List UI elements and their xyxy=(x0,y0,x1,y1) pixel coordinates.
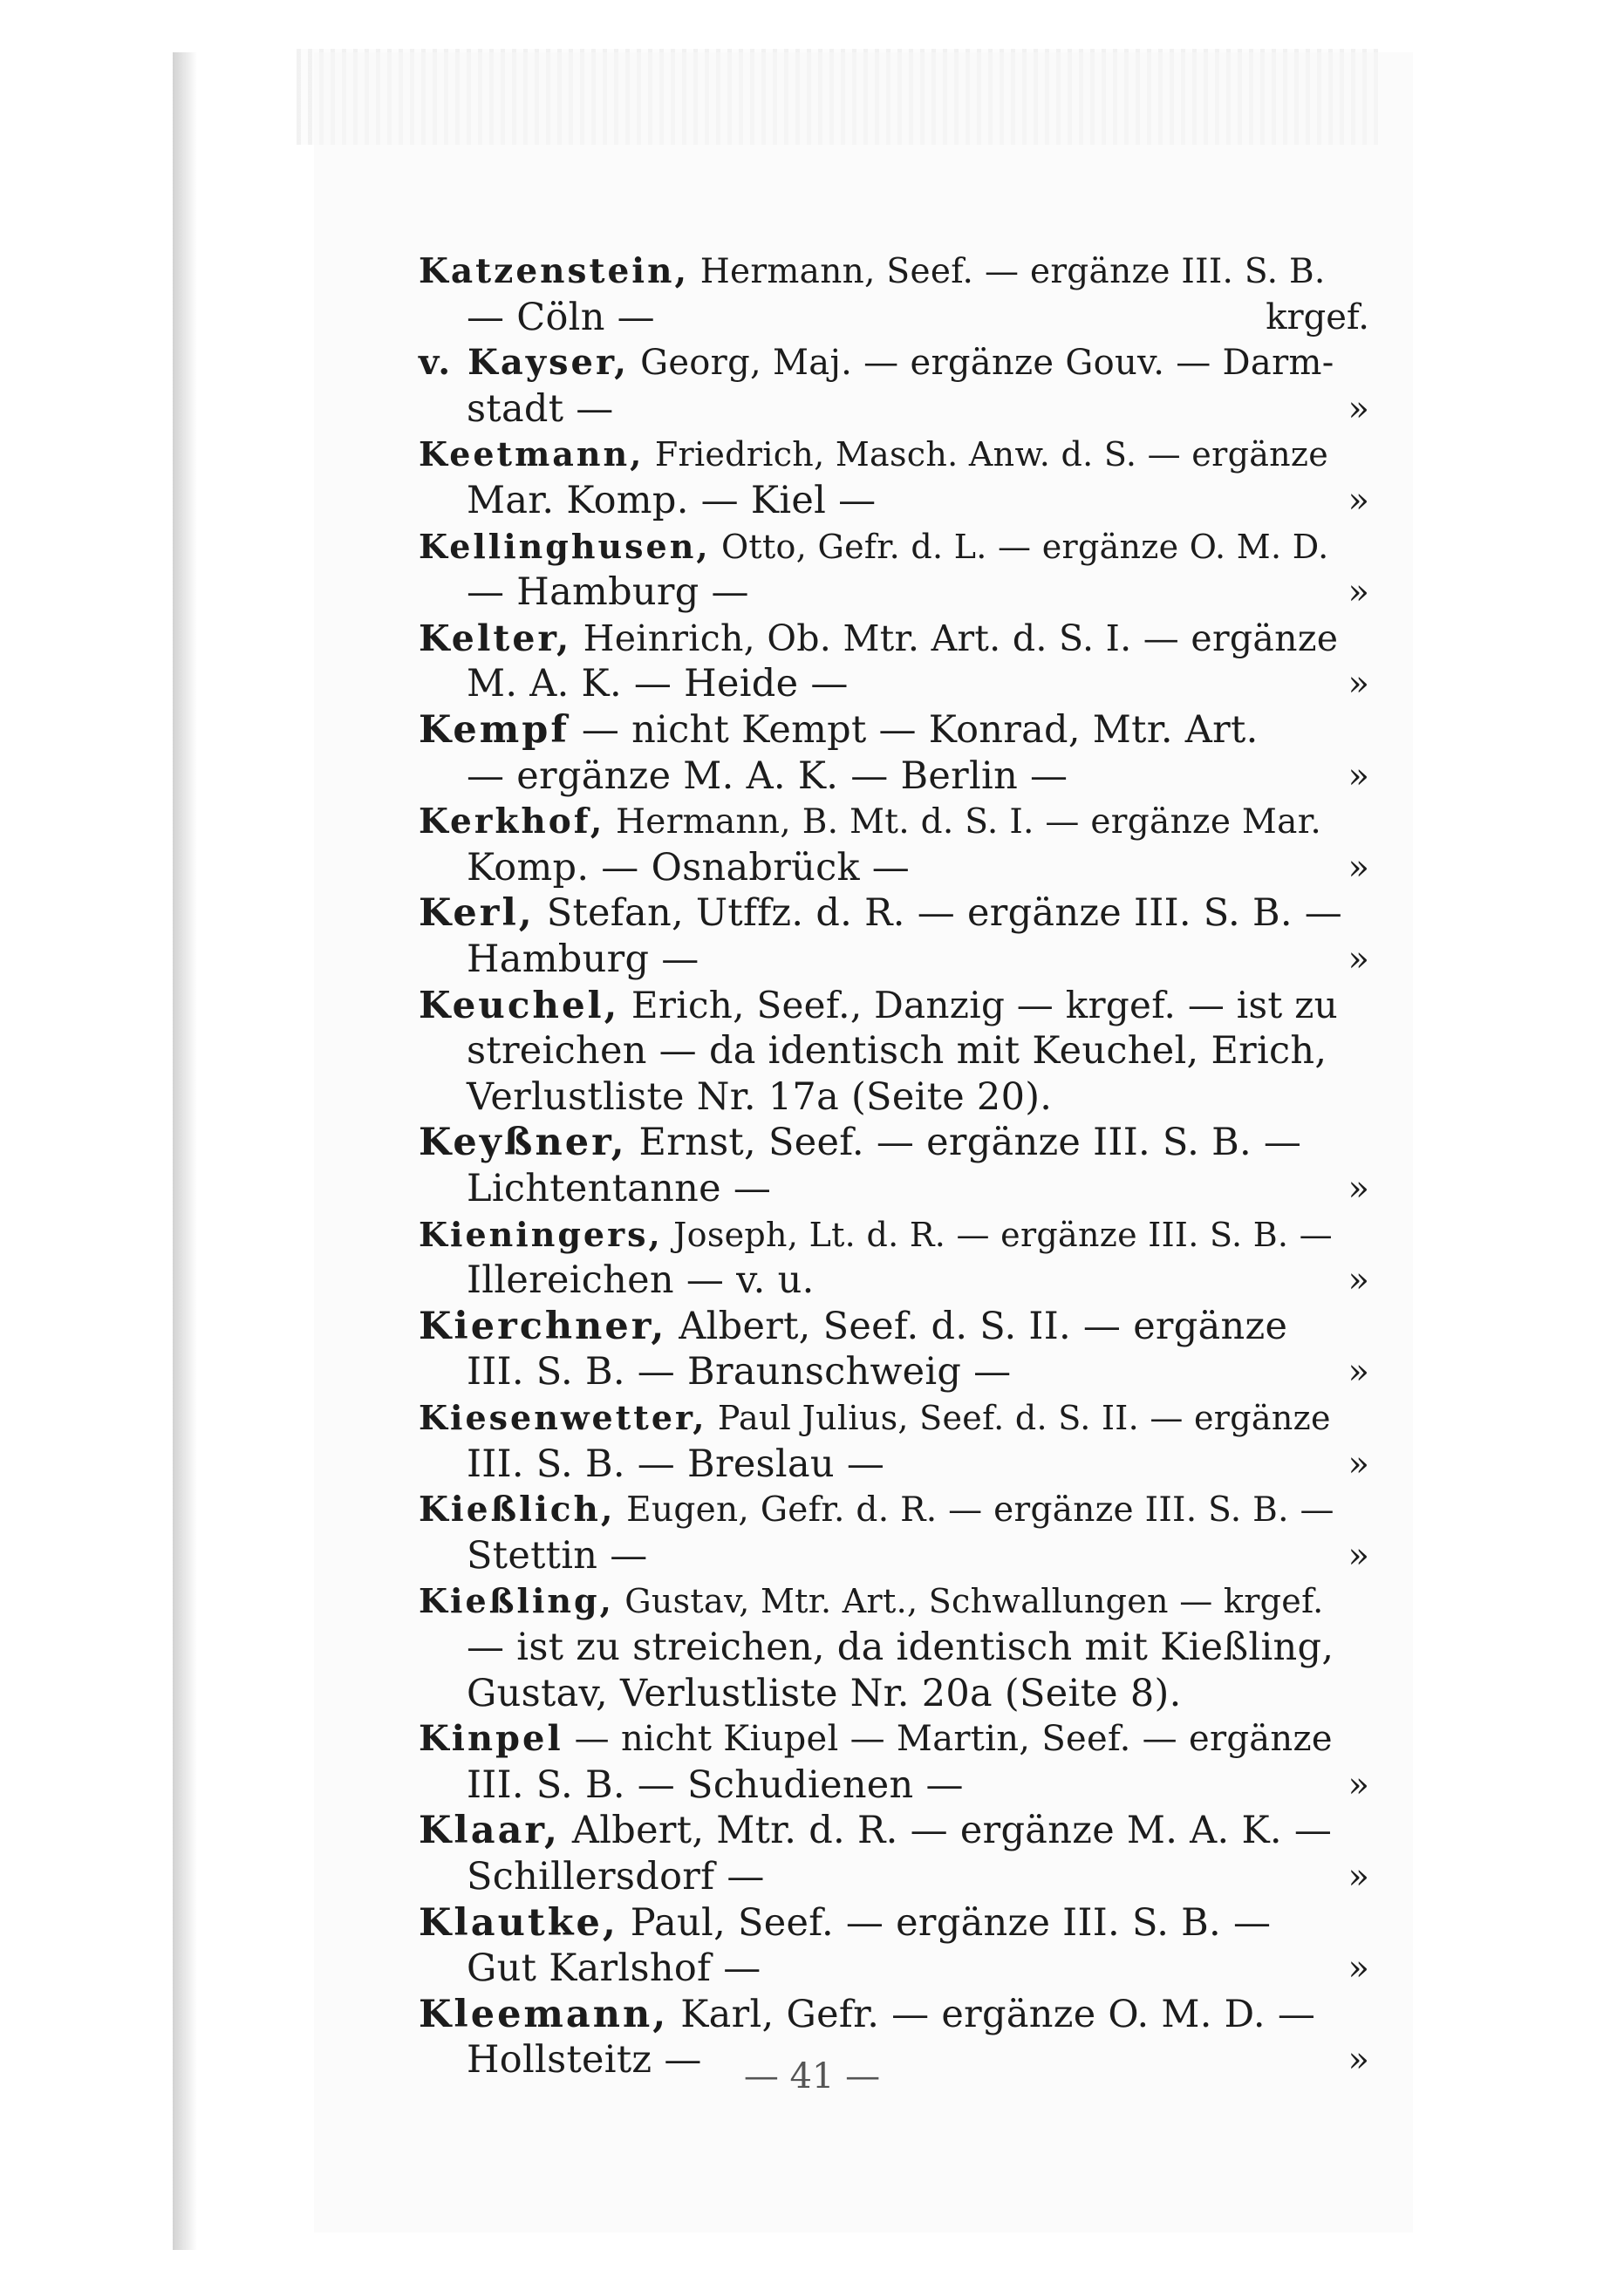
entry-first-line xyxy=(419,1716,1333,1762)
entry-status-mark: » xyxy=(1348,1765,1369,1805)
entry-text: — nicht Kiupel — Martin, Seef. — ergänze xyxy=(574,1719,1333,1759)
entry-status-mark: » xyxy=(1348,1948,1369,1988)
entry-text: Hollsteitz — xyxy=(467,2038,702,2082)
page-number: — 41 — xyxy=(743,2056,881,2096)
entry-continuation-line xyxy=(467,1625,1334,1670)
entry-continuation-line xyxy=(467,753,1068,799)
entry-name: Kleemann, xyxy=(419,1993,669,2036)
entry-status-mark: » xyxy=(1348,756,1369,796)
entry-continuation-line xyxy=(467,1946,761,1991)
entry-text: Karl, Gefr. — ergänze O. M. D. — xyxy=(680,1993,1316,2036)
entry-name: Kießling, xyxy=(419,1581,614,1620)
entry-status-mark: » xyxy=(1348,389,1369,429)
entry-first-line xyxy=(419,249,1326,294)
entry-text: Albert, Seef. d. S. II. — ergänze xyxy=(679,1305,1288,1348)
entry-name: Kellinghusen, xyxy=(419,527,711,566)
entry-text: Gustav, Mtr. Art., Schwallungen — krgef. xyxy=(624,1582,1324,1620)
entry-first-line xyxy=(419,1578,1323,1624)
entry-text: Mar. Komp. — Kiel — xyxy=(467,479,877,522)
entry-status-mark: » xyxy=(1348,1536,1369,1576)
entry-text: Illereichen — v. u. xyxy=(467,1258,815,1302)
entry-text: streichen — da identisch mit Keuchel, Erich, xyxy=(467,1029,1327,1073)
entry-continuation-line xyxy=(467,1442,884,1487)
entry-text: Gut Karlshof — xyxy=(467,1946,761,1990)
entry-continuation-line xyxy=(467,478,876,523)
entry-continuation-line xyxy=(467,1533,648,1578)
entry-name: Keetmann, xyxy=(419,434,645,474)
entry-name: Kelter, xyxy=(419,617,572,659)
entry-first-line xyxy=(419,1120,1301,1165)
entry-name: Keuchel, xyxy=(419,984,620,1026)
entry-name: Kerkhof, xyxy=(419,801,605,842)
entry-first-line xyxy=(419,524,1329,569)
entry-text: Joseph, Lt. d. R. — ergänze III. S. B. — xyxy=(673,1216,1333,1254)
entry-text: Otto, Gefr. d. L. — ergänze O. M. D. xyxy=(720,528,1329,566)
entry-text: Friedrich, Masch. Anw. d. S. — ergänze xyxy=(654,435,1329,474)
entry-status-mark: krgef. xyxy=(1266,297,1369,337)
entry-continuation-line xyxy=(467,1166,771,1211)
entry-first-line xyxy=(419,983,1338,1028)
entry-first-line xyxy=(419,432,1328,477)
entry-continuation-line xyxy=(467,1074,1052,1120)
entry-name: Kierchner, xyxy=(419,1305,667,1348)
entry-first-line xyxy=(419,616,1338,661)
entry-text: — ist zu streichen, da identisch mit Kießling, xyxy=(467,1626,1334,1669)
entry-text: Schillersdorf — xyxy=(467,1855,765,1899)
entry-name: Kerl, xyxy=(419,891,535,935)
entry-status-mark: » xyxy=(1348,664,1369,704)
entry-text: — ergänze M. A. K. — Berlin — xyxy=(467,754,1068,798)
entry-first-line xyxy=(419,1304,1287,1349)
entry-name: v. Kayser, xyxy=(419,342,630,383)
entry-name: Klaar, xyxy=(419,1809,560,1852)
entry-first-line xyxy=(419,890,1342,936)
entry-continuation-line xyxy=(467,1258,815,1303)
entry-continuation-line xyxy=(467,1671,1182,1716)
entry-status-mark: » xyxy=(1348,481,1369,521)
entry-name: Kießlich, xyxy=(419,1490,616,1530)
entry-text: III. S. B. — Schudienen — xyxy=(467,1763,964,1807)
entry-text: Ernst, Seef. — ergänze III. S. B. — xyxy=(638,1121,1302,1164)
entry-text: Hermann, Seef. — ergänze III. S. B. xyxy=(699,252,1326,291)
entry-text: Komp. — Osnabrück — xyxy=(467,846,911,890)
entry-first-line xyxy=(419,1808,1332,1853)
entry-text: Albert, Mtr. d. R. — ergänze M. A. K. — xyxy=(571,1809,1333,1852)
entry-continuation-line xyxy=(467,845,910,890)
entry-text: Hamburg — xyxy=(467,937,699,981)
entry-status-mark: » xyxy=(1348,1352,1369,1392)
entry-text: Hermann, B. Mt. d. S. I. — ergänze Mar. xyxy=(616,802,1322,842)
entry-text: — Cöln — xyxy=(467,296,655,339)
entry-status-mark: » xyxy=(1348,2040,1369,2080)
entry-text: Stettin — xyxy=(467,1534,648,1578)
entry-text: Paul, Seef. — ergänze III. S. B. — xyxy=(630,1901,1272,1945)
entry-continuation-line xyxy=(467,1762,964,1808)
entry-continuation-line xyxy=(467,1854,765,1899)
entry-first-line xyxy=(419,1900,1271,1946)
entry-text: stadt — xyxy=(467,387,614,431)
entry-text: Lichtentanne — xyxy=(467,1167,772,1210)
entry-name: Kempf xyxy=(419,708,570,752)
entry-status-mark: » xyxy=(1348,848,1369,888)
entry-status-mark: » xyxy=(1348,572,1369,612)
entry-first-line xyxy=(419,1212,1333,1258)
entry-continuation-line xyxy=(467,661,849,706)
entry-text: Erich, Seef., Danzig — krgef. — ist zu xyxy=(631,984,1339,1026)
entry-text: Eugen, Gefr. d. R. — ergänze III. S. B. — xyxy=(626,1490,1334,1530)
entry-first-line xyxy=(419,1395,1331,1441)
entry-continuation-line xyxy=(467,937,699,982)
entry-first-line xyxy=(419,1992,1315,2037)
entry-text: Stefan, Utffz. d. R. — ergänze III. S. B. — xyxy=(546,891,1343,935)
entry-first-line xyxy=(419,1487,1334,1532)
entry-text: III. S. B. — Braunschweig — xyxy=(467,1350,1012,1394)
entry-text: Heinrich, Ob. Mtr. Art. d. S. I. — ergänze xyxy=(583,617,1339,659)
entry-text: M. A. K. — Heide — xyxy=(467,662,849,706)
entry-text: Gustav, Verlustliste Nr. 20a (Seite 8). xyxy=(467,1672,1182,1715)
entry-status-mark: » xyxy=(1348,1857,1369,1897)
entry-text: Verlustliste Nr. 17a (Seite 20). xyxy=(467,1075,1053,1119)
entry-continuation-line xyxy=(467,1028,1327,1074)
entry-name: Klautke, xyxy=(419,1901,618,1945)
entry-status-mark: » xyxy=(1348,939,1369,979)
entry-first-line xyxy=(419,707,1259,753)
entry-name: Katzenstein, xyxy=(419,251,690,291)
entry-text: Georg, Maj. — ergänze Gouv. — Darm- xyxy=(640,343,1334,383)
entry-name: Kiesenwetter, xyxy=(419,1398,707,1437)
entry-status-mark: » xyxy=(1348,1444,1369,1484)
entry-name: Keyßner, xyxy=(419,1121,627,1164)
entry-name: Kinpel xyxy=(419,1718,563,1759)
entry-status-mark: » xyxy=(1348,1260,1369,1300)
entry-text: III. S. B. — Breslau — xyxy=(467,1442,885,1486)
entry-text: — nicht Kempt — Konrad, Mtr. Art. xyxy=(581,708,1259,752)
entry-continuation-line xyxy=(467,386,614,432)
entry-status-mark: » xyxy=(1348,1169,1369,1209)
entry-name: Kieningers, xyxy=(419,1215,663,1254)
entry-first-line xyxy=(419,799,1321,844)
entry-first-line xyxy=(419,340,1334,385)
entry-continuation-line xyxy=(467,569,749,615)
entry-text: Paul Julius, Seef. d. S. II. — ergänze xyxy=(717,1399,1331,1437)
entry-continuation-line xyxy=(467,295,655,340)
entry-continuation-line xyxy=(467,1349,1011,1394)
entry-text: — Hamburg — xyxy=(467,570,749,614)
